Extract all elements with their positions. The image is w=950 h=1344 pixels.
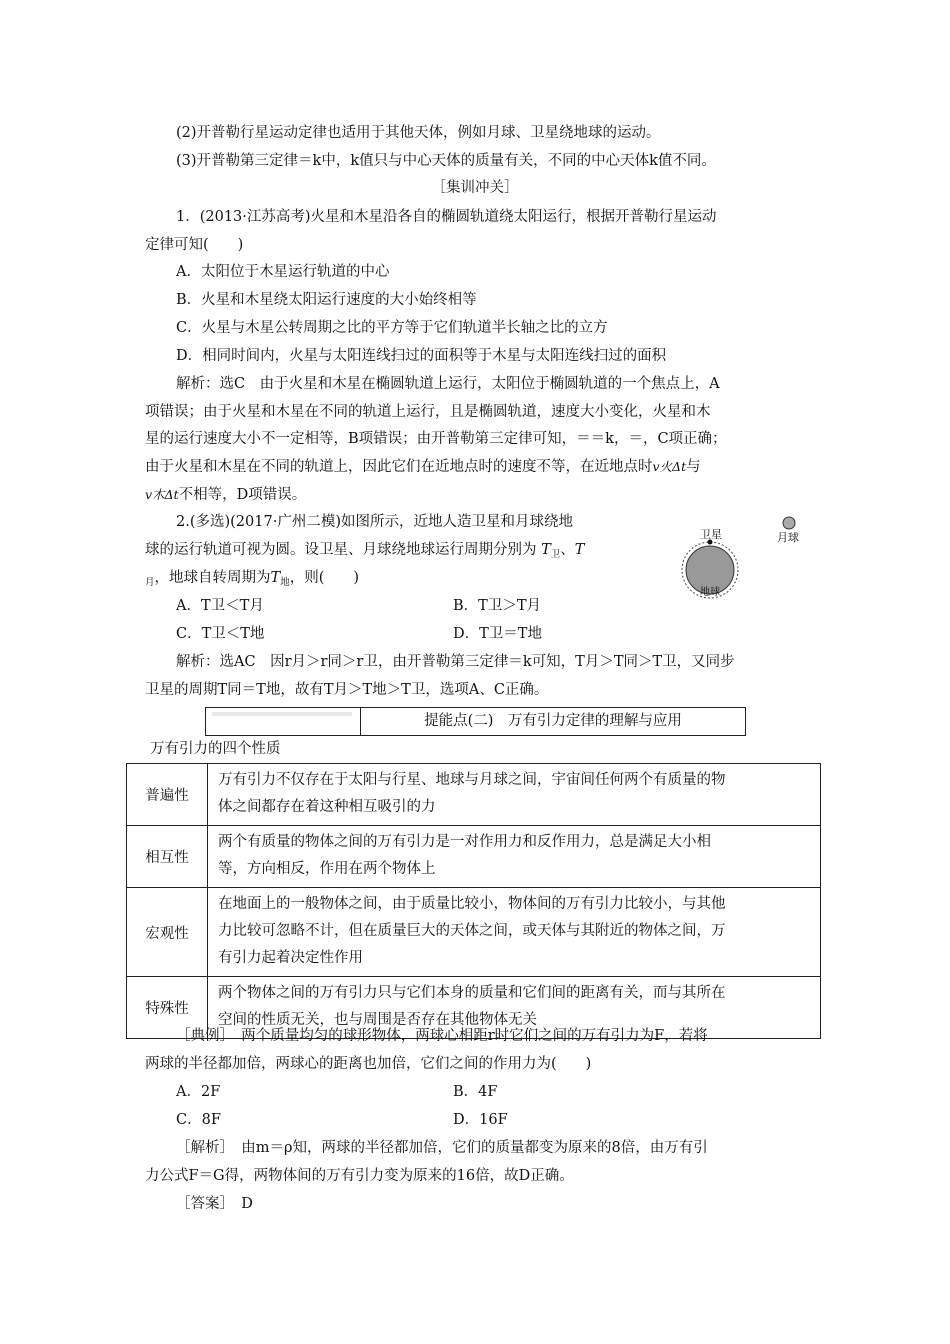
moon-circle [783,517,795,529]
example-stem-1: ［典例］ 两个质量均匀的球形物体，两球心相距r时它们之间的万有引力为F，若将 [176,1028,708,1044]
q2-option-b: B．T卫＞T月 [453,598,541,614]
satellite-label: 卫星 [700,528,722,541]
q2-stem-3-tail: ，则( ) [289,570,360,586]
example-option-a: A．2F [176,1084,221,1100]
q1-option-d: D．相同时间内，火星与太阳连线扫过的面积等于木星与太阳连线扫过的面积 [176,348,667,364]
table-row [127,764,821,826]
q2-stem-1: 2.(多选)(2017·广州二模)如图所示，近地人造卫星和月球绕地 [176,514,573,530]
q1-analysis-4-text: 由于火星和木星在不同的轨道上，因此它们在近地点时的速度不等，在近地点时 [145,459,653,475]
q2-analysis-1: 解析：选AC 因r月＞r同＞r卫，由开普勒第三定律＝k可知，T月＞T同＞T卫，又同步 [176,654,735,670]
orbit-figure [676,510,826,610]
q1-stem-1: 1．(2013·江苏高考)火星和木星沿各自的椭圆轨道绕太阳运行，根据开普勒行星运动 [176,209,717,225]
q2-stem-2-text: 球的运行轨道可视为圆。设卫星、月球绕地球运行周期分别为 [145,542,537,558]
topic-title: 提能点(二) 万有引力定律的理解与应用 [424,713,682,729]
q1-option-b: B．火星和木星绕太阳运行速度的大小始终相等 [176,292,477,308]
topic-heading-left-cell [206,708,361,735]
properties-table [126,763,821,1039]
q2-option-d: D．T卫＝T地 [453,626,542,642]
q1-analysis-5-text: 不相等，D项错误。 [178,487,307,503]
example-option-d: D．16F [453,1112,508,1128]
property-name: 相互性 [127,826,208,888]
q1-analysis-1: 解析：选C 由于火星和木星在椭圆轨道上运行，太阳位于椭圆轨道的一个焦点上，A [176,376,720,392]
q2-stem-2: 球的运行轨道可视为圆。设卫星、月球绕地球运行周期分别为 $T_卫$、T [145,542,585,560]
property-name: 普遍性 [127,764,208,826]
intro-p2: (2)开普勒行星运动定律也适用于其他天体，例如月球、卫星绕地球的运动。 [176,125,661,141]
q2-stem-3: $_月$，地球自转周期为$T_地$，则( ) [145,570,360,588]
example-option-b: B．4F [453,1084,498,1100]
example-answer: ［答案］ D [176,1196,253,1212]
q1-analysis-2: 项错误；由于火星和木星在不同的轨道上运行，且是椭圆轨道，速度大小变化，火星和木 [145,404,711,420]
velocity-mars-tail: 与 [686,459,701,475]
example-analysis-1: ［解析］ 由m＝ρ知，两球的半径都加倍，它们的质量都变为原来的8倍，由万有引 [176,1140,708,1156]
q2-stem-3-text: ，地球自转周期为 [154,570,271,586]
q1-analysis-5 [145,485,306,505]
topic-heading-box [205,707,746,736]
example-option-c: C．8F [176,1112,221,1128]
intro-p3: (3)开普勒第三定律＝k中，k值只与中心天体的质量有关，不同的中心天体k值不同。 [176,153,716,169]
moon-label: 月球 [777,531,799,544]
property-name: 宏观性 [127,888,208,977]
property-desc: 两个物体之间的万有引力只与它们本身的质量和它们间的距离有关，而与其所在 空间的性质无关，也与周围是否存在其他物体无关 [208,977,821,1039]
q1-analysis-4 [145,457,701,477]
property-desc: 在地面上的一般物体之间，由于质量比较小，物体间的万有引力比较小，与其他 力比较可忽略不计，但在质量巨大的天体之间，或天体与其附近的物体之间，万 有引力起着决定性作用 [208,888,821,977]
property-desc: 两个有质量的物体之间的万有引力是一对作用力和反作用力，总是满足大小相 等，方向相反，作用在两个物体上 [208,826,821,888]
velocity-jupiter: v木Δt [145,487,179,502]
q1-stem-2: 定律可知( ) [145,237,244,253]
q1-option-a: A．太阳位于木星运行轨道的中心 [176,264,390,280]
earth-label: 地球 [700,587,720,598]
example-analysis-2: 力公式F＝G得，两物体间的万有引力变为原来的16倍，故D正确。 [145,1168,574,1184]
section-label: ［集训冲关］ [431,180,519,196]
topic-heading-bar [212,712,352,716]
q2-option-a: A．T卫＜T月 [176,598,264,614]
q1-option-c: C．火星与木星公转周期之比的平方等于它们轨道半长轴之比的立方 [176,320,608,336]
q2-option-c: C．T卫＜T地 [176,626,265,642]
props-title: 万有引力的四个性质 [150,741,281,757]
example-stem-2: 两球的半径都加倍，两球心的距离也加倍，它们之间的作用力为( ) [145,1056,592,1072]
velocity-mars: v火Δt [652,459,687,474]
property-desc: 万有引力不仅存在于太阳与行星、地球与月球之间，宇宙间任何两个有质量的物 体之间都存在着这种相互吸引的力 [208,764,821,826]
property-name: 特殊性 [127,977,208,1039]
q1-analysis-3: 星的运行速度大小不一定相等，B项错误；由开普勒第三定律可知，＝＝k，＝，C项正确； [145,431,727,447]
q2-analysis-2: 卫星的周期T同＝T地，故有T月＞T地＞T卫，选项A、C正确。 [145,682,549,698]
table-row [127,826,821,888]
table-row [127,888,821,977]
